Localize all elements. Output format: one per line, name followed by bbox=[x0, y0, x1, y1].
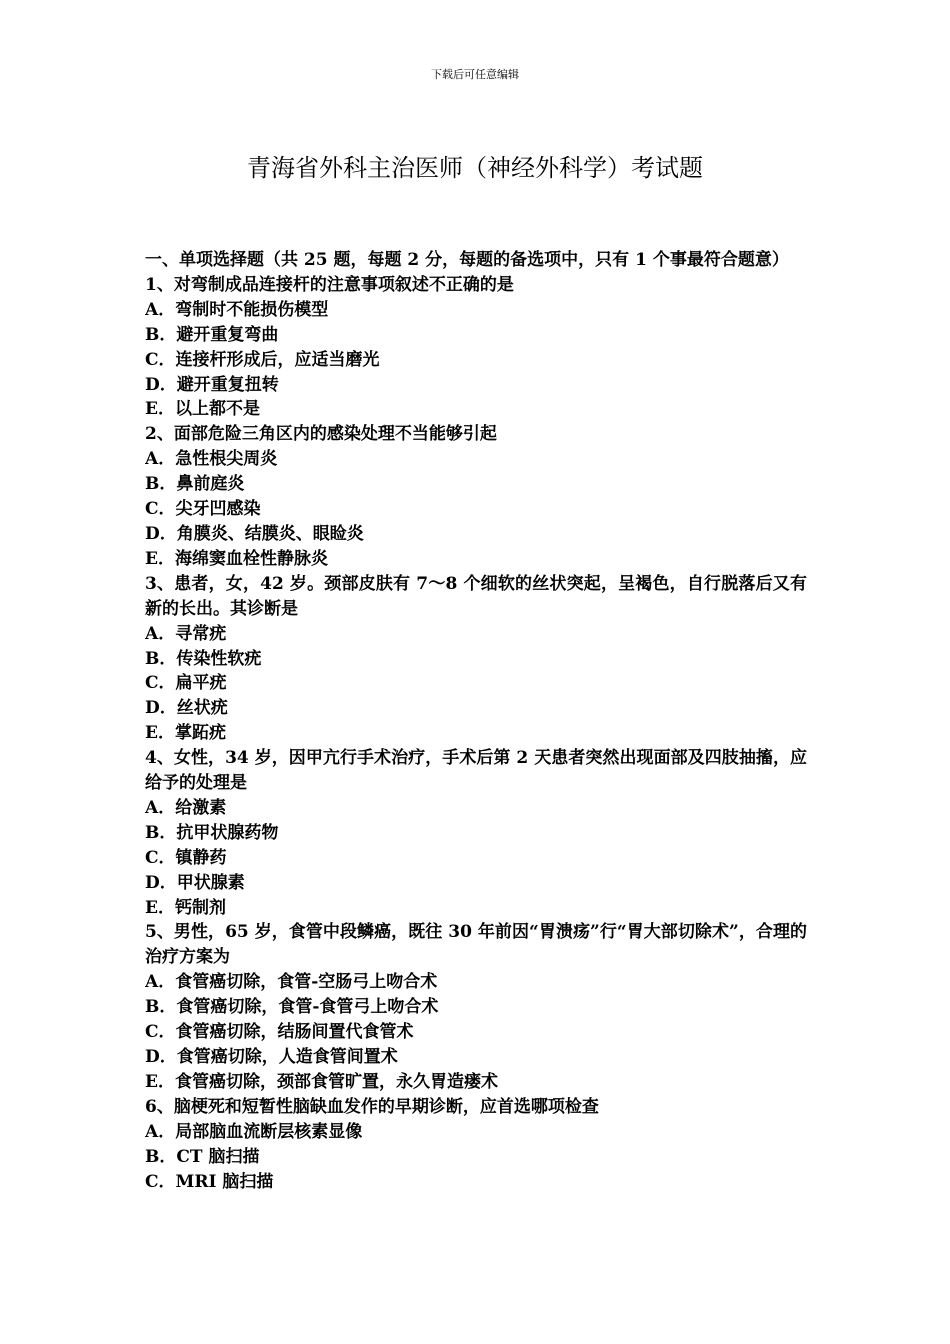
question-stem: 3、患者，女，42 岁。颈部皮肤有 7～8 个细软的丝状突起，呈褐色，自行脱落后又有新的长出。其诊断是 bbox=[145, 573, 807, 619]
option-b: B．CT 脑扫描 bbox=[145, 1146, 260, 1167]
option-c: C．扁平疣 bbox=[145, 673, 227, 694]
question-stem: 5、男性，65 岁，食管中段鳞癌，既往 30 年前因“胃溃疡”行“胃大部切除术”，合理的治疗方案为 bbox=[145, 922, 807, 968]
option-d: D．甲状腺素 bbox=[145, 872, 245, 893]
question-2 bbox=[145, 422, 807, 571]
option-e: E．钙制剂 bbox=[145, 897, 226, 918]
option-d: D．丝状疣 bbox=[145, 698, 228, 719]
option-b: B．抗甲状腺药物 bbox=[145, 822, 279, 843]
question-3 bbox=[145, 572, 807, 746]
option-e: E．掌跖疣 bbox=[145, 723, 226, 744]
option-e: E．食管癌切除，颈部食管旷置，永久胃造瘘术 bbox=[145, 1071, 498, 1092]
page-title: 青海省外科主治医师（神经外科学）考试题 bbox=[247, 154, 703, 182]
question-4 bbox=[145, 746, 807, 920]
option-c: C．食管癌切除，结肠间置代食管术 bbox=[145, 1022, 414, 1043]
option-a: A．弯制时不能损伤模型 bbox=[145, 299, 329, 320]
option-a: A．急性根尖周炎 bbox=[145, 449, 278, 470]
option-d: D．角膜炎、结膜炎、眼睑炎 bbox=[145, 523, 364, 544]
option-e: E．以上都不是 bbox=[145, 399, 260, 420]
option-c: C．MRI 脑扫描 bbox=[145, 1171, 274, 1192]
header-note: 下载后可任意编辑 bbox=[431, 68, 519, 81]
option-c: C．连接杆形成后，应适当磨光 bbox=[145, 349, 380, 370]
question-stem: 1、对弯制成品连接杆的注意事项叙述不正确的是 bbox=[145, 274, 514, 295]
option-a: A．寻常疣 bbox=[145, 623, 227, 644]
option-a: A．局部脑血流断层核素显像 bbox=[145, 1121, 363, 1142]
option-b: B．传染性软疣 bbox=[145, 648, 262, 669]
option-a: A．给激素 bbox=[145, 797, 227, 818]
question-stem: 6、脑梗死和短暂性脑缺血发作的早期诊断，应首选哪项检查 bbox=[145, 1096, 599, 1117]
section-heading: 一、单项选择题（共 25 题，每题 2 分，每题的备选项中，只有 1 个事最符合题意） bbox=[145, 250, 789, 270]
exam-content bbox=[145, 248, 807, 1194]
option-c: C．尖牙凹感染 bbox=[145, 499, 261, 520]
question-6 bbox=[145, 1095, 807, 1195]
question-stem: 2、面部危险三角区内的感染处理不当能够引起 bbox=[145, 424, 497, 445]
question-stem: 4、女性，34 岁，因甲亢行手术治疗，手术后第 2 天患者突然出现面部及四肢抽搐，应给予的处理是 bbox=[145, 748, 807, 794]
option-e: E．海绵窦血栓性静脉炎 bbox=[145, 548, 328, 569]
option-b: B．鼻前庭炎 bbox=[145, 474, 245, 495]
option-d: D．食管癌切除，人造食管间置术 bbox=[145, 1047, 398, 1067]
question-5 bbox=[145, 920, 807, 1094]
option-d: D．避开重复扭转 bbox=[145, 374, 279, 395]
option-b: B．食管癌切除，食管-食管弓上吻合术 bbox=[145, 997, 439, 1018]
option-a: A．食管癌切除，食管-空肠弓上吻合术 bbox=[145, 972, 438, 993]
question-1 bbox=[145, 273, 807, 422]
option-b: B．避开重复弯曲 bbox=[145, 324, 279, 345]
option-c: C．镇静药 bbox=[145, 847, 227, 868]
